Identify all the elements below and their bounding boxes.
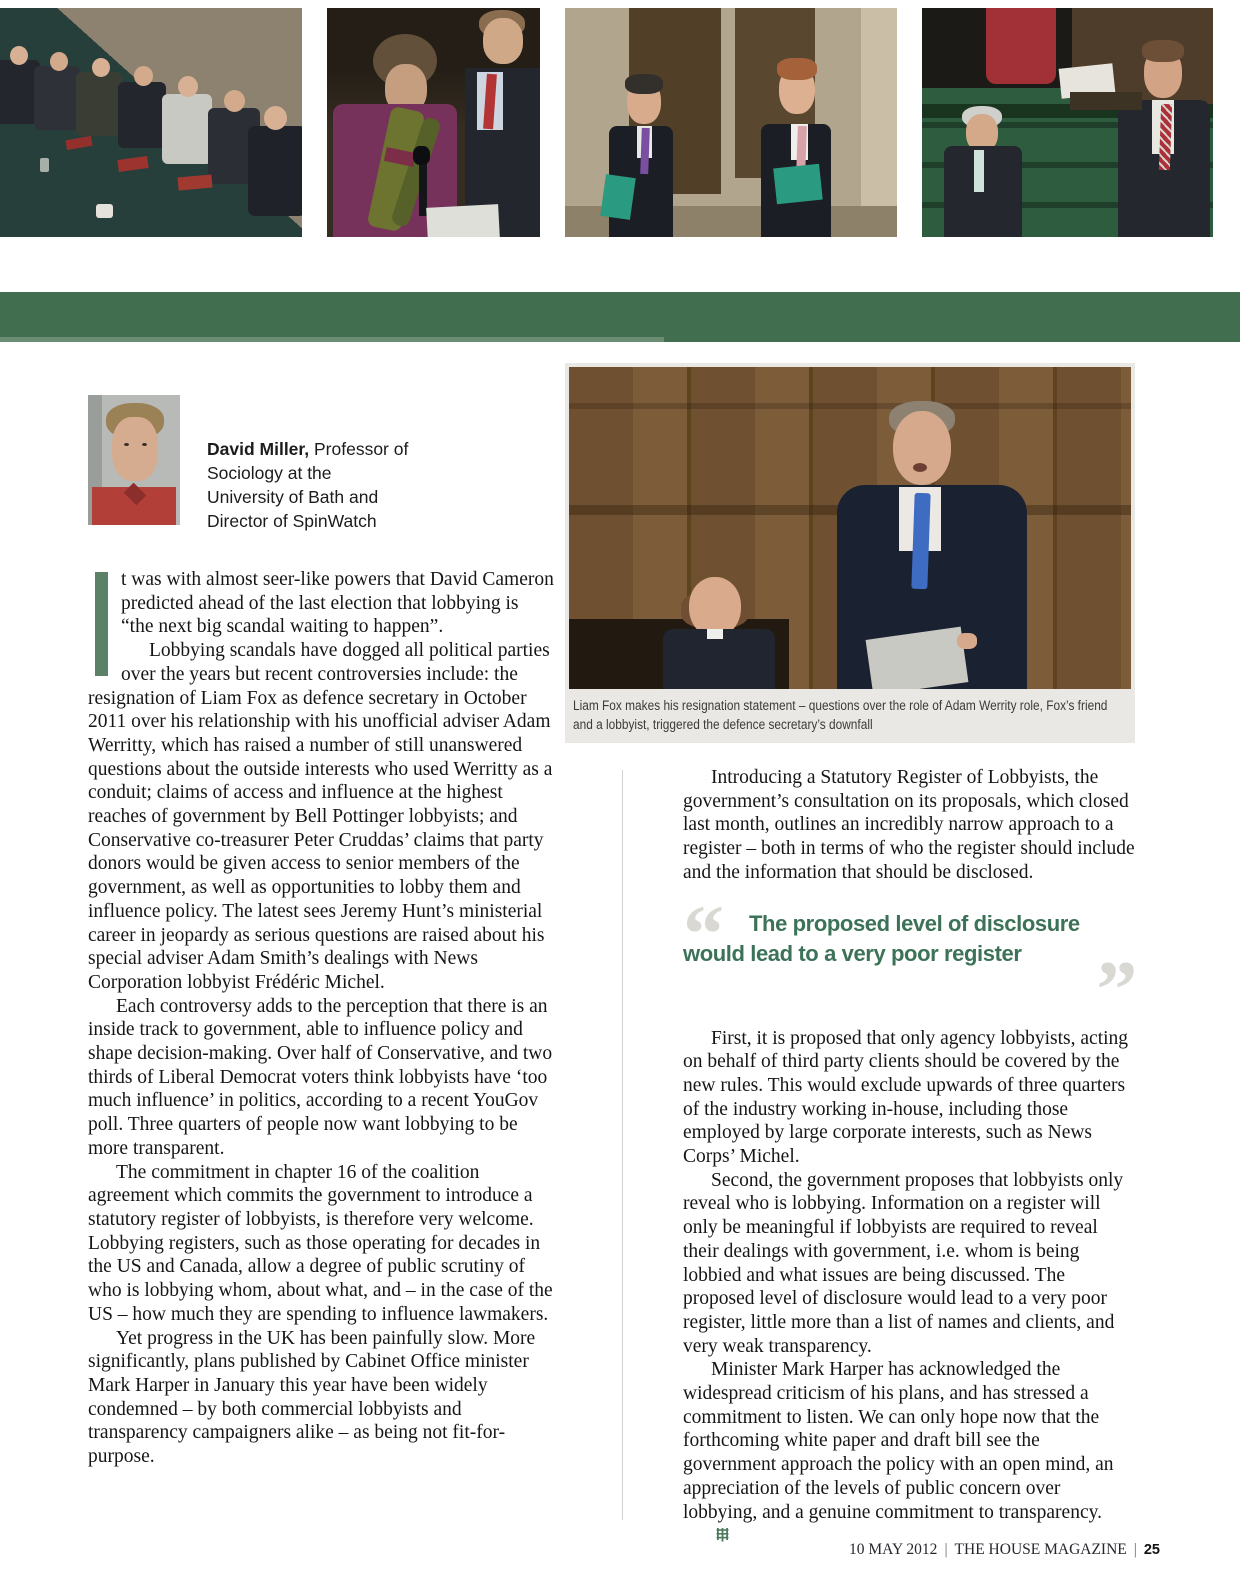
photo-caption-text: Liam Fox makes his resignation statement – questions over the role of Adam Werrity role, Fox’s friend and a lobbyist, triggered the defence secretary’s downfall [573,698,1108,732]
figure-head [134,66,153,86]
author-name: David Miller, [207,438,310,459]
section-divider-band [0,292,1240,342]
panel-rail [569,403,1131,409]
red-dispatch-box [65,136,92,150]
close-quote-icon: ” [1096,943,1137,1035]
photo-caption [565,689,1135,743]
author-eye [142,443,147,446]
figure-suit [34,66,80,130]
paragraph [88,568,554,639]
figure-suit-light [162,94,212,164]
pull-quote [683,887,1137,1035]
water-glass [40,158,49,172]
article-left-column [88,568,554,1469]
author-title: Professor of Sociology at the University of Bath and Director of SpinWatch [207,438,409,531]
column-separator [622,770,623,1520]
figure-tie-striped [1159,104,1172,170]
author-eye [124,443,129,446]
figure-head [178,76,198,97]
figure-head [50,52,68,71]
open-quote-icon [683,887,749,979]
author-face [112,417,158,481]
pull-quote-text: The proposed level of disclosure would lead to a very poor register [683,910,1080,966]
liam-fox-photo-panel [565,363,1135,743]
paragraph: Introducing a Statutory Register of Lobbyists, the government’s consultation on its proposals, which closed last month, outlines an incredibly narrow approach to a register – both in terms of who the register should include and the information that should be disclosed. [683,767,1135,883]
figure-head [483,18,523,64]
band-accent-strip [0,337,664,342]
figure-head [224,90,245,112]
footer-magazine-title: THE HOUSE MAGAZINE [954,1541,1127,1558]
figure-head [92,58,110,77]
paragraph: Yet progress in the UK has been painfully slow. More significantly, plans published by Cabinet Office minister Mark Harper in January this year have been widely condemned – by both commercial lobbyists and transparency campaigners alike – as being not fit-for-purpose. [88,1327,536,1468]
footer-separator: | [1133,1541,1137,1558]
fox-hand [957,633,977,649]
figure-suit [248,126,302,216]
paragraph: Lobbying scandals have dogged all political parties over the years but recent controversies include: the resignation of Liam Fox as defence secretary in October 2011 over his relationship with his unofficial adviser Adam Werritty, which has raised a number of still unanswered questions about the outside interests who used Werritty as a conduit; claims of access and influence at the highest reaches of government by Bell Pottinger lobbyists; and Conservative co-treasurer Peter Cruddas’ claims that party donors would be given access to senior members of the government, as well as opportunities to lobby them and influence policy. The latest sees Jeremy Hunt’s ministerial career in jeopardy as serious questions are raised about his special adviser Adam Smith’s dealings with News Corporation lobbyist Frédéric Michel. [88,640,553,993]
mug [96,204,113,218]
paragraph [683,1358,1135,1549]
figure-tie-pale [974,150,984,192]
stone-pillar [861,8,897,237]
fox-mouth [913,463,927,472]
photo-commons-chamber [922,8,1213,237]
footer-date: 10 MAY 2012 [849,1541,938,1558]
figure-hair [777,58,817,80]
figure-suit [118,82,166,148]
author-photo [88,395,180,525]
dispatch-box [1070,92,1142,110]
figure-hair [625,74,663,94]
red-dispatch-box [177,175,212,191]
paragraph: Second, the government proposes that lobbyists only reveal who is lobbying. Information on a register will only be meaningful if lobbyists are required to reveal their dealings with government, i.e. whom is being lobbied and what issues are being discussed. The proposed level of disclosure would lead to a very poor register, little more than a list of names and clients, and very weak transparency. [683,1169,1124,1357]
figure-hair [1142,40,1184,62]
red-dispatch-box [117,156,148,172]
seated-mp-collar [707,629,723,639]
open-quote-glyph: “ [683,887,724,979]
green-folder [600,174,636,220]
figure-head [10,46,28,65]
paragraph-text: t was with almost seer-like powers that David Cameron predicted ahead of the last election that lobbying is “the next big scandal waiting to happen”. [121,569,554,638]
figure-suit [76,72,122,136]
photo-cabinet-meeting [0,8,302,237]
paragraph: Each controversy adds to the perception that there is an inside track to government, able to influence policy and shape decision-making. Over half of Conservative, and two thirds of Liberal Democrat voters think lobbyists have ‘too much influence’ in politics, according to a recent YouGov poll. Three quarters of people now want lobbying to be more transparent. [88,995,553,1159]
article-right-column [683,766,1135,1549]
paper [426,204,500,237]
paragraph-text: Minister Mark Harper has acknowledged the widespread criticism of his plans, and has stressed a commitment to listen. We can only hope now that the forthcoming white paper and draft bill see the government approach the policy with an open mind, an appreciation of the levels of public concern over lobbying, and a genuine commitment to transparency. [683,1359,1114,1523]
author-bio [207,437,412,533]
fox-head [893,411,951,485]
page-footer [0,1541,1160,1559]
paragraph: The commitment in chapter 16 of the coalition agreement which commits the government to introduce a statutory register of lobbyists, is therefore very welcome. Lobbying registers, such as those operating for decades in the US and Canada, allow a degree of public scrutiny of who is lobbying whom, about what, and – in the case of the US – how much they are spending to influence lawmakers. [88,1161,553,1325]
drop-cap-bar [95,572,108,676]
microphone-head [413,146,430,165]
footer-separator: | [944,1541,948,1558]
green-folder [773,164,823,205]
fox-tie-blue [911,493,930,589]
figure-red-dress [986,8,1056,84]
footer-page-number: 25 [1143,1542,1160,1558]
paragraph: First, it is proposed that only agency lobbyists, acting on behalf of third party clients should be covered by the new rules. This would exclude upwards of three quarters of the industry working in-house, including those employed by large corporate interests, such as News Corps’ Michel. [683,1027,1129,1168]
photo-committee-hearing [327,8,540,237]
photo-liam-fox-statement [569,367,1131,689]
photo-osborne-alexander [565,8,897,237]
seated-mp-head [689,577,741,637]
figure-head [264,106,287,130]
figure-tie-purple [640,128,650,174]
